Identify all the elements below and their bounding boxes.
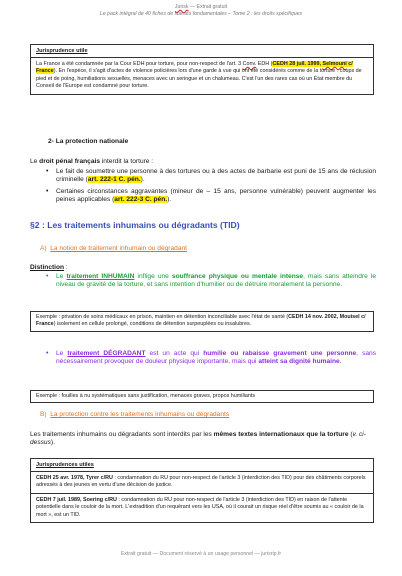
distinction-label: Distinction : — [30, 264, 68, 271]
case-tyrer: CEDH 25 avr. 1978, Tyrer c/RU : condamnation du RU pour non-respect de l'article 3 (interdiction des TID) pour des châtiments corporels adressés à des jeunes en vertu d'une décision de justice. — [36, 475, 366, 489]
jurisprudence-box-title: Jurisprudence utile — [31, 45, 373, 58]
header-subtitle: Le pack intégral de 40 fiches de libertés fondamentales – Tome 2 : les droits spécifiques — [99, 10, 303, 17]
case-citation: CEDH 28 juil. 1999, Selmouni c/ France — [36, 61, 353, 75]
bullet-degrading-treatment: Le traitement DÉGRADANT est un acte qui humilie ou rabaisse gravement une personne, sans nécessairement provoquer de douleur physique importante, mais qui atteint sa dignité humaine. — [56, 350, 376, 366]
jurisprudence-box-selmouni — [30, 44, 374, 95]
subsection-a: A) La notion de traitement inhumain ou dégradant — [40, 245, 187, 252]
bullet-icon: • — [46, 350, 49, 357]
jurisprudence-box-body: La France a été condamnée par la Cour EDH pour torture, pour non-respect de l'art. 3 Conv. EDH (CEDH 28 juil. 1999, Selmouni c/ France). En l'espèce, il s'agit d'actes de violence policières lors d'une garde à vue qui ont été considérés comme de la torture : coups de pied et de poing, humiliations sexuelles, menaces avec un seringue et un chalumeau. C'est l'un des rares cas où un État membre du Conseil de l'Europe est condamné pour torture. — [36, 61, 362, 90]
jurisprudence-box-title: Jurisprudences utiles — [31, 459, 373, 472]
header-brand: Jurisk — [174, 4, 189, 10]
example-box-degrading: Exemple : fouilles à nu systématiques sans justification, menaces graves, propos humiliants — [30, 390, 374, 403]
bullet-icon: • — [46, 273, 49, 280]
article-citation: art. 222-1 C. pén. — [87, 176, 141, 184]
bullet-icon: • — [46, 188, 49, 195]
section-title-tid: §2 : Les traitements inhumains ou dégradants (TID) — [30, 220, 240, 230]
bullet-inhuman-treatment: Le traitement INHUMAIN inflige une souffrance physique ou mentale intense, mais sans atteindre le niveau de gravité de la torture, et sans intention d'humilier ou de détruire moralement la personne. — [56, 273, 376, 289]
bullet-torture-penalty: Le fait de soumettre une personne à des tortures ou à des actes de barbarie est puni de 15 ans de réclusion criminelle (art. 222-1 C. pén.). — [56, 168, 376, 184]
example-box-inhuman: Exemple : privation de soins médicaux en prison, maintien en détention inconciliable avec l'état de santé (CEDH 14 nov. 2002, Mouisel c/ France) isolement en cellule prolongé, conditions de détention surpeuplées ou insalubres. — [30, 311, 374, 332]
bullet-icon: • — [46, 168, 49, 175]
heading-national-protection: 2- La protection nationale — [48, 138, 129, 145]
case-soering: CEDH 7 juil. 1989, Soering c/RU : condamnation du RU pour non-respect de l'article 3 (interdiction des TID) en raison de l'attente potentielle dans le couloir de la mort. L'extradition d'un requérant vers les USA, où il courait un risque réel d'être soumis au « couloir de la mort », est un TID. — [31, 493, 373, 522]
page-header — [0, 4, 402, 17]
page-footer: Extrait gratuit — Document réservé à un usage personnel — jurisrip.fr — [120, 551, 282, 557]
header-line1: — Extrait gratuit — [188, 4, 228, 10]
bullet-aggravating: Certaines circonstances aggravantes (mineur de – 15 ans, personne vulnérable) peuvent augmenter les peines applicables (art. 222-3 C. pén.). — [56, 188, 376, 204]
tid-protection-paragraph: Les traitements inhumains ou dégradants sont interdits par les mêmes textes internationaux que la torture (v. ci-dessus). — [30, 431, 366, 447]
subsection-b: B) La protection contre les traitements inhumains ou dégradants — [40, 411, 230, 418]
national-intro: Le droit pénal français interdit la torture : — [30, 158, 154, 165]
article-citation: art. 222-3 C. pén. — [114, 196, 168, 204]
jurisprudence-box-tid — [30, 458, 374, 523]
